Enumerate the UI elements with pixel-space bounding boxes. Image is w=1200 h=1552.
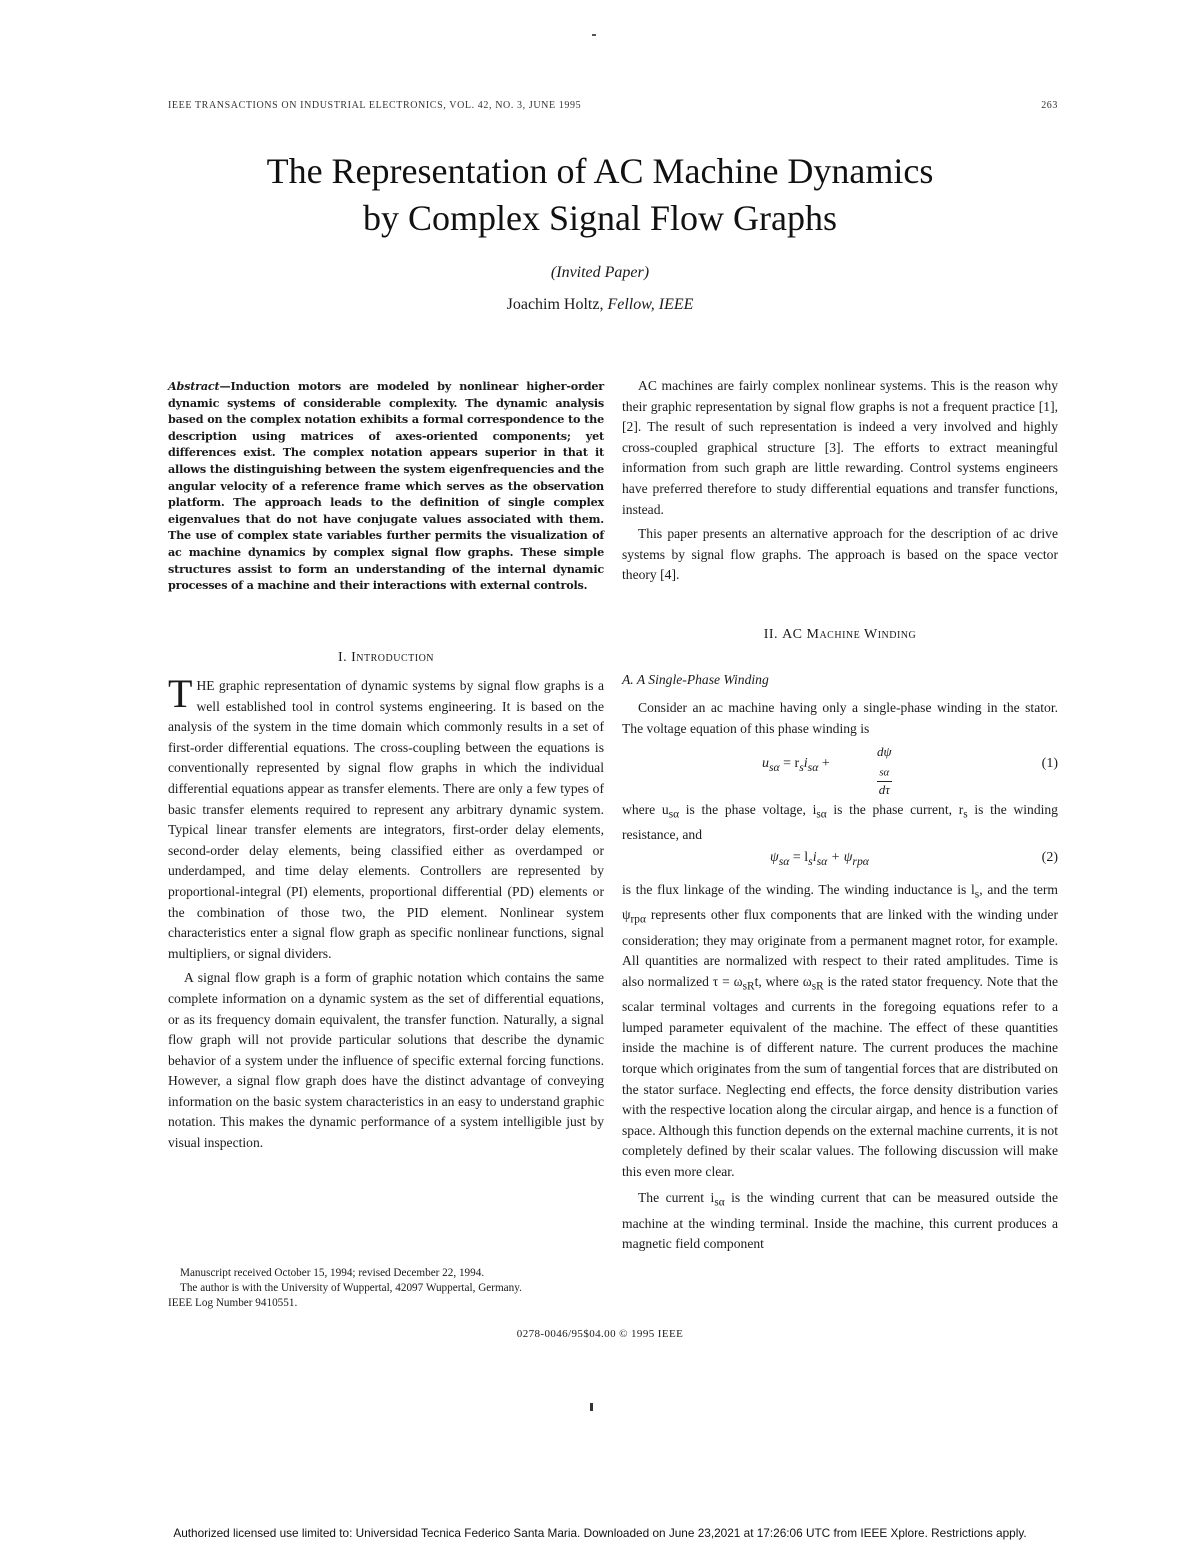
page-number: 263 xyxy=(1041,100,1058,111)
eq1-numerator xyxy=(877,744,892,781)
author-line xyxy=(100,296,1100,314)
eq1-sub-i: sα xyxy=(807,760,819,774)
journal-name: IEEE TRANSACTIONS ON INDUSTRIAL ELECTRONICS, VOL. 42, NO. 3, JUNE 1995 xyxy=(168,100,582,111)
wp3-sub-a: s xyxy=(974,888,980,901)
winding-paragraph-1-text: Consider an ac machine having only a single-phase winding in the stator. The voltage equation of this phase winding is xyxy=(622,700,1058,736)
scan-mark-bottom xyxy=(590,1403,593,1411)
running-head xyxy=(168,100,1058,114)
wp2-c: is the phase current, r xyxy=(826,802,964,817)
eq1-equals-r: = r xyxy=(779,756,800,771)
winding-paragraph-3 xyxy=(622,880,1058,1255)
wp3-a: is the flux linkage of the winding. The winding inductance is l xyxy=(622,882,975,897)
wp3-d: t, where ω xyxy=(754,973,812,989)
section-2-heading xyxy=(622,627,1058,643)
footnote-affiliation: The author is with the University of Wuppertal, 42097 Wuppertal, Germany. xyxy=(180,1282,522,1294)
author-name: Joachim Holtz, xyxy=(506,296,604,313)
equation-2-number: (2) xyxy=(1041,850,1058,865)
copyright-line: 0278-0046/95$04.00 © 1995 IEEE xyxy=(516,1328,684,1340)
footnotes xyxy=(168,1266,604,1311)
eq1-sub-u: sα xyxy=(769,760,780,774)
drop-cap: T xyxy=(168,671,193,716)
winding-paragraph-3-text xyxy=(622,880,1058,1182)
winding-paragraph-4 xyxy=(622,1188,1058,1255)
wp2-a: where u xyxy=(622,802,669,817)
wp3-sub-d: sR xyxy=(811,980,824,993)
right-column-intro xyxy=(622,376,1058,586)
eq2-plus-psi: + ψ xyxy=(827,850,853,865)
abstract-text: —Induction motors are modeled by nonlinear higher-order dynamic systems of considerable complexity. The dynamic analysis based on the complex notation exhibits a formal correspondence to the description using matrices of axes-oriented components; yet differences exist. The complex notation appears superior in that it allows the distinguishing between the system eigenfrequencies and the angular velocity of a reference frame which serves as the observation platform. The approach leads to the definition of single complex eigenvalues that do not have conjugate values associated with them. The use of complex state variables further permits the visualization of ac machine dynamics by complex signal flow graphs. These simple structures assist to form an understanding of the internal dynamic processes of a machine and their interactions with external controls. xyxy=(168,379,604,593)
intro-paragraph-1 xyxy=(168,671,604,964)
abstract xyxy=(168,378,604,594)
subsection-a-heading: A. A Single-Phase Winding xyxy=(622,672,769,687)
section-2-number: II. xyxy=(763,627,779,642)
wp4-sub: sα xyxy=(714,1197,725,1210)
wp4-a: The current i xyxy=(638,1190,715,1206)
eq1-plus: + xyxy=(818,756,830,771)
intro-paragraph-1-text: HE graphic representation of dynamic systems by signal flow graphs is a well established tool in control systems engineering. It is based on the analysis of the system in the time domain which commonly results in a set of first-order differential equations. The cross-coupling between the equations is conventionally represented by signal flow graphs in which the individual differential equations appear as transfer elements. There are only a few types of basic transfer elements required to represent any arbitrary dynamic system. Typical linear transfer elements are integrators, first-order delay elements, second-order delay elements, being classified either as overdamped or underdamped, and time delay elements. Controllers are represented by proportional-integral (PI) elements, proportional differential (PD) elements or the combination of those two, the PID element. Nonlinear system characteristics enter a signal flow graph as specific nonlinear functions, signal multipliers, or signal dividers. xyxy=(168,678,604,961)
wp3-b: , and the term ψ xyxy=(622,882,1058,923)
section-2-text: AC Machine Winding xyxy=(782,627,917,642)
intro-heading-text: Introduction xyxy=(351,650,435,665)
equation-2-body xyxy=(770,850,869,868)
title-line-2: by Complex Signal Flow Graphs xyxy=(363,198,837,238)
eq2-equals-l: = l xyxy=(789,850,809,865)
footnote-log: IEEE Log Number 9410551. xyxy=(168,1297,298,1309)
wp2-d: is the winding resistance, and xyxy=(622,802,1058,843)
eq1-num-text: dψ xyxy=(877,744,892,759)
wp2-sub-u: sα xyxy=(668,808,680,821)
author-grade: Fellow, IEEE xyxy=(607,296,694,313)
wp4-b: is the winding current that can be measured outside the machine at the winding terminal. Inside the machine, this current produces a magnetic field component xyxy=(622,1190,1059,1252)
right-paragraph-2: This paper presents an alternative approach for the description of ac drive systems by signal flow graphs. The approach is based on the space vector theory [4]. xyxy=(622,526,1058,583)
scan-mark-top xyxy=(592,34,596,36)
footnote-received: Manuscript received October 15, 1994; revised December 22, 1994. xyxy=(180,1267,485,1279)
wp3-sub-b: rpα xyxy=(630,914,646,927)
eq2-sub-psi2: rpα xyxy=(852,854,869,868)
invited-paper-label: (Invited Paper) xyxy=(550,264,650,281)
eq1-symbol-u: u xyxy=(762,756,769,771)
wp3-e: is the rated stator frequency. Note that the scalar terminal voltages and currents in the foregoing equations refer to a lumped parameter equivalent of the machine. The effect of these quantities inside the machine is of different nature. The current produces the machine torque which originates from the sum of tangential forces that are distributed on the stator surface. Neglecting end effects, the force density distribution varies with the respective location along the circular airgap, and hence is a function of space. Although this function depends on the external machine currents, it is not completely defined by their scalar values. The following discussion will make this even more clear. xyxy=(622,973,1058,1179)
wp3-c: represents other flux components that are linked with the winding under consideration; they may originate from a permanent magnet rotor, for example. All quantities are normalized with respect to their rated amplitudes. Time is also normalized τ = ω xyxy=(622,907,1058,989)
eq1-num-sub: sα xyxy=(879,766,890,779)
intro-heading-number: I. xyxy=(337,650,348,665)
equation-1 xyxy=(622,744,1058,797)
eq1-denominator: dτ xyxy=(878,781,890,797)
equation-1-fraction xyxy=(877,744,892,798)
eq2-sub-i: sα xyxy=(816,854,828,868)
eq1-symbol-i: i xyxy=(803,756,808,771)
eq2-sub-psi: sα xyxy=(778,854,790,868)
abstract-lead: Abstract xyxy=(168,379,220,393)
eq2-psi: ψ xyxy=(770,850,779,865)
wp3-sub-c: sR xyxy=(742,980,755,993)
eq1-sub-r: s xyxy=(799,760,804,774)
intro-heading xyxy=(168,650,604,666)
wp2-sub-i: sα xyxy=(816,808,827,821)
eq2-i: i xyxy=(812,850,817,865)
download-notice: Authorized licensed use limited to: Universidad Tecnica Federico Santa Maria. Downloaded on June 23,2021 at 17:26:06 UTC from IEEE Xplore. Restrictions apply. xyxy=(173,1526,1027,1540)
right-paragraph-1: AC machines are fairly complex nonlinear systems. This is the reason why their graphic representation by signal flow graphs is not a frequent practice [1], [2]. The result of such representation is indeed a very involved and highly cross-coupled graphical structure [3]. The efforts to extract meaningful information from such graph are little rewarding. Control systems engineers have preferred therefore to study differential equations and transfer functions, instead. xyxy=(622,378,1058,517)
equation-1-lhs xyxy=(762,756,830,774)
intro-body xyxy=(168,671,604,1154)
wp2-b: is the phase voltage, i xyxy=(679,802,817,817)
winding-paragraph-2 xyxy=(622,800,1058,846)
wp2-sub-r: s xyxy=(963,808,968,821)
title-line-1: The Representation of AC Machine Dynamics xyxy=(266,151,934,191)
equation-1-number: (1) xyxy=(1041,756,1058,771)
eq2-sub-l: s xyxy=(808,854,813,868)
intro-paragraph-2: A signal flow graph is a form of graphic notation which contains the same complete information on a dynamic system as the set of differential equations, or as its frequency domain equivalent, the transfer function. Naturally, a signal flow graph will not provide particular solutions that describe the dynamic behavior of a system under the influence of specific external forcing functions. However, a signal flow graph does have the distinct advantage of conveying information on the basic system characteristics in an easy to understand graphic notation. This makes the dynamic performance of a system intelligible just by visual inspection. xyxy=(168,970,604,1151)
winding-paragraph-1 xyxy=(622,698,1058,739)
paper-title xyxy=(100,148,1100,242)
